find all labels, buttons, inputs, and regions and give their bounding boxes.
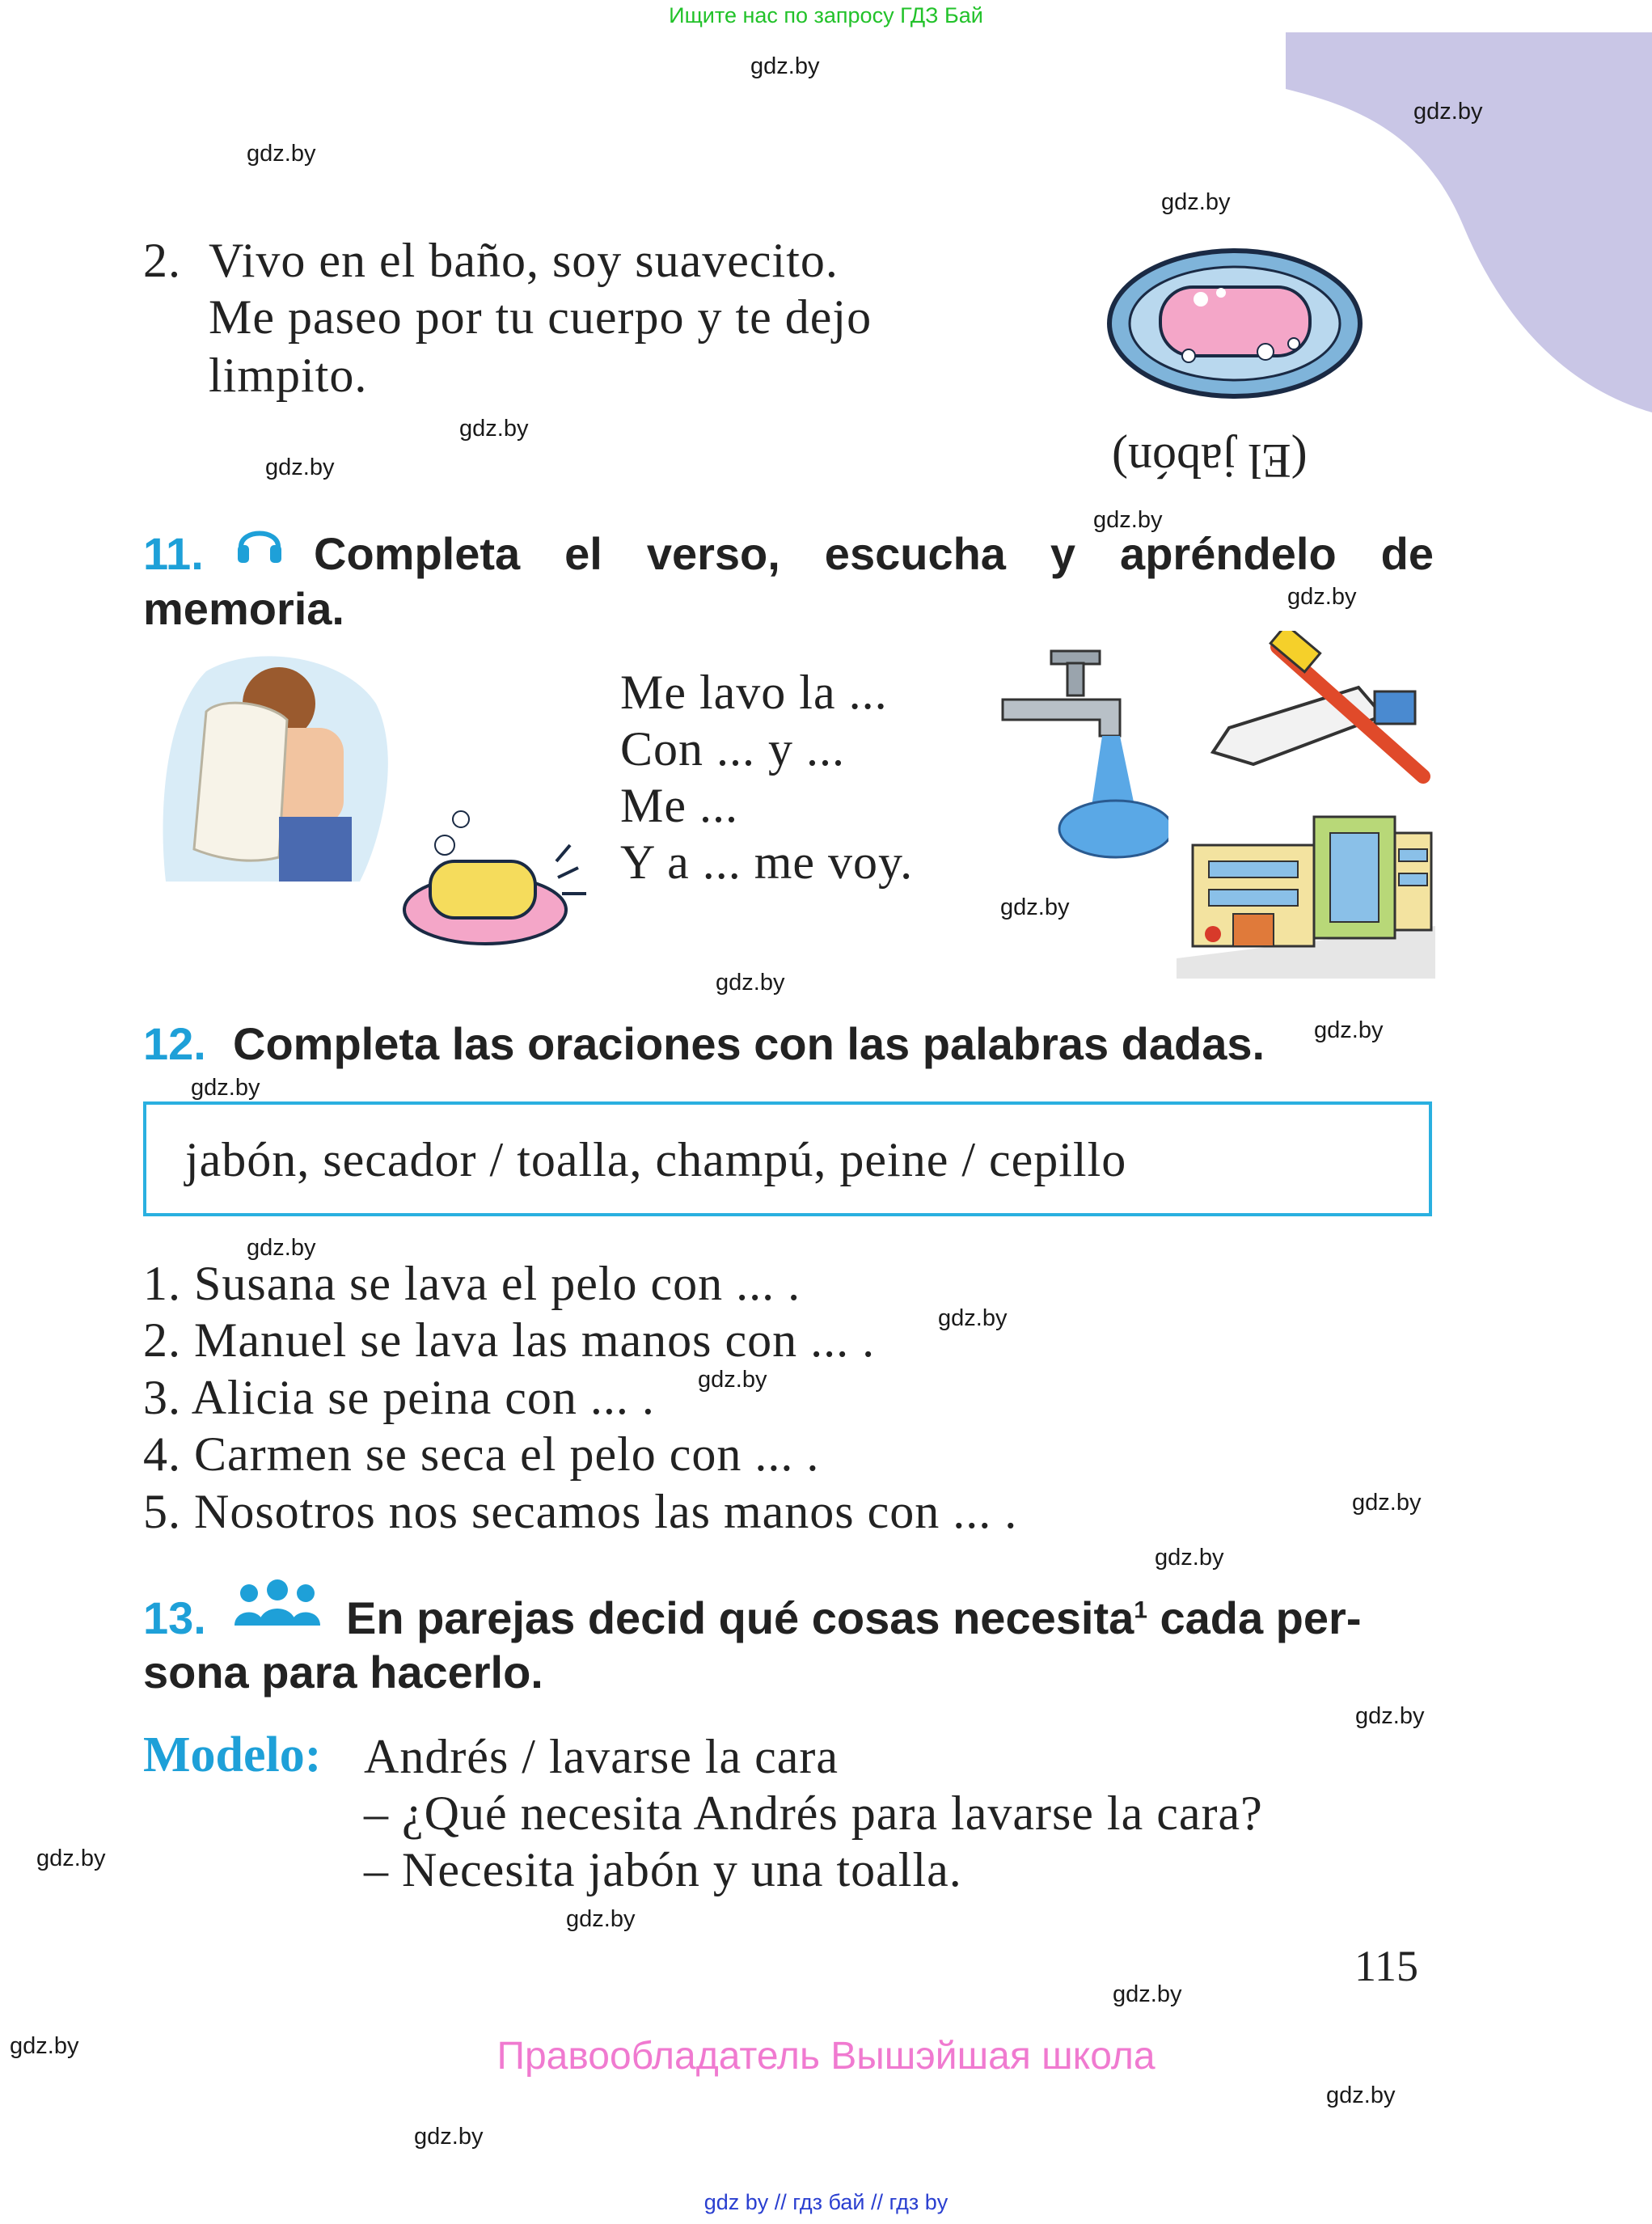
watermark: gdz.by — [247, 1235, 316, 1261]
sentence: 3. Alicia se peina con ... . — [143, 1371, 655, 1424]
watermark: gdz.by — [1093, 507, 1163, 533]
riddle-answer: (El jabón) — [1112, 434, 1308, 488]
watermark: gdz.by — [1413, 99, 1483, 125]
word-bank: jabón, secador / toalla, champú, peine / cepillo — [185, 1133, 1127, 1186]
headphones-icon — [234, 518, 285, 568]
model-line: – ¿Qué necesita Andrés para lavarse la cara? — [364, 1786, 1263, 1840]
page-number: 115 — [1354, 1942, 1418, 1990]
watermark: gdz.by — [459, 416, 529, 442]
group-icon — [233, 1579, 322, 1629]
word-bank-box — [143, 1101, 1432, 1216]
watermark: gdz.by — [191, 1075, 260, 1101]
riddle-number: 2. — [143, 234, 181, 287]
riddle-line: Me paseo por tu cuerpo y te dejo — [209, 290, 872, 344]
school-building-illustration — [1177, 813, 1435, 979]
watermark: gdz.by — [265, 455, 335, 480]
sentence: 1. Susana se lava el pelo con ... . — [143, 1257, 801, 1310]
watermark: gdz.by — [1113, 1981, 1182, 2007]
poem-line: Me lavo la ... — [620, 666, 888, 719]
exercise-title: memoria. — [143, 583, 344, 634]
poem-line: Y a ... me voy. — [620, 835, 914, 889]
top-banner[interactable]: Ищите нас по запросу ГДЗ Бай — [669, 3, 983, 27]
poem-line: Me ... — [620, 779, 738, 832]
footnote-marker: 1 — [1134, 1596, 1147, 1624]
riddle-line: limpito. — [209, 349, 368, 402]
watermark: gdz.by — [1155, 1545, 1224, 1571]
soap-dish-illustration — [1104, 243, 1367, 404]
soap-bar-illustration — [396, 797, 598, 950]
toothbrush-toothpaste-illustration — [1197, 631, 1439, 793]
sentence: 4. Carmen se seca el pelo con ... . — [143, 1427, 820, 1481]
watermark: gdz.by — [1287, 584, 1357, 610]
watermark: gdz.by — [10, 2033, 79, 2059]
watermark: gdz.by — [414, 2124, 484, 2150]
watermark: gdz.by — [247, 141, 316, 167]
watermark: gdz.by — [36, 1846, 106, 1871]
model-line: Andrés / lavarse la cara — [364, 1730, 839, 1783]
exercise-title: En parejas decid qué cosas necesita — [346, 1592, 1134, 1643]
exercise-number: 11. — [143, 528, 204, 579]
model-line: – Necesita jabón y una toalla. — [364, 1843, 962, 1896]
watermark: gdz.by — [1000, 894, 1070, 920]
exercise-title: Completa el verso, escucha y apréndelo de — [314, 528, 1434, 579]
sentence: 2. Manuel se lava las manos con ... . — [143, 1313, 876, 1367]
watermark: gdz.by — [566, 1906, 636, 1932]
watermark: gdz.by — [938, 1305, 1008, 1331]
copyright-notice: Правообладатель Вышэйшая школа — [496, 2035, 1156, 2078]
watermark: gdz.by — [1352, 1490, 1422, 1516]
watermark: gdz.by — [750, 53, 820, 79]
watermark: gdz.by — [1314, 1017, 1384, 1043]
watermark: gdz.by — [698, 1367, 767, 1393]
exercise-title-cont: cada per- — [1147, 1592, 1362, 1643]
sentence: 5. Nosotros nos secamos las manos con ... . — [143, 1485, 1018, 1538]
poem-line: Con ... y ... — [620, 722, 846, 776]
tap-illustration — [999, 647, 1168, 865]
exercise-title: sona para hacerlo. — [143, 1647, 543, 1698]
watermark: gdz.by — [1355, 1703, 1425, 1729]
exercise-number: 12. — [143, 1018, 206, 1069]
model-label: Modelo: — [143, 1727, 322, 1782]
exercise-title: Completa las oraciones con las palabras dadas. — [233, 1018, 1265, 1069]
watermark: gdz.by — [1161, 189, 1231, 215]
boy-towel-illustration — [158, 647, 392, 882]
riddle-line: Vivo en el baño, soy suavecito. — [209, 234, 839, 287]
exercise-number: 13. — [143, 1592, 206, 1643]
watermark: gdz.by — [1326, 2082, 1396, 2108]
watermark: gdz.by — [716, 970, 785, 996]
footer-links[interactable]: gdz by // гдз бай // гдз by — [703, 2190, 949, 2214]
